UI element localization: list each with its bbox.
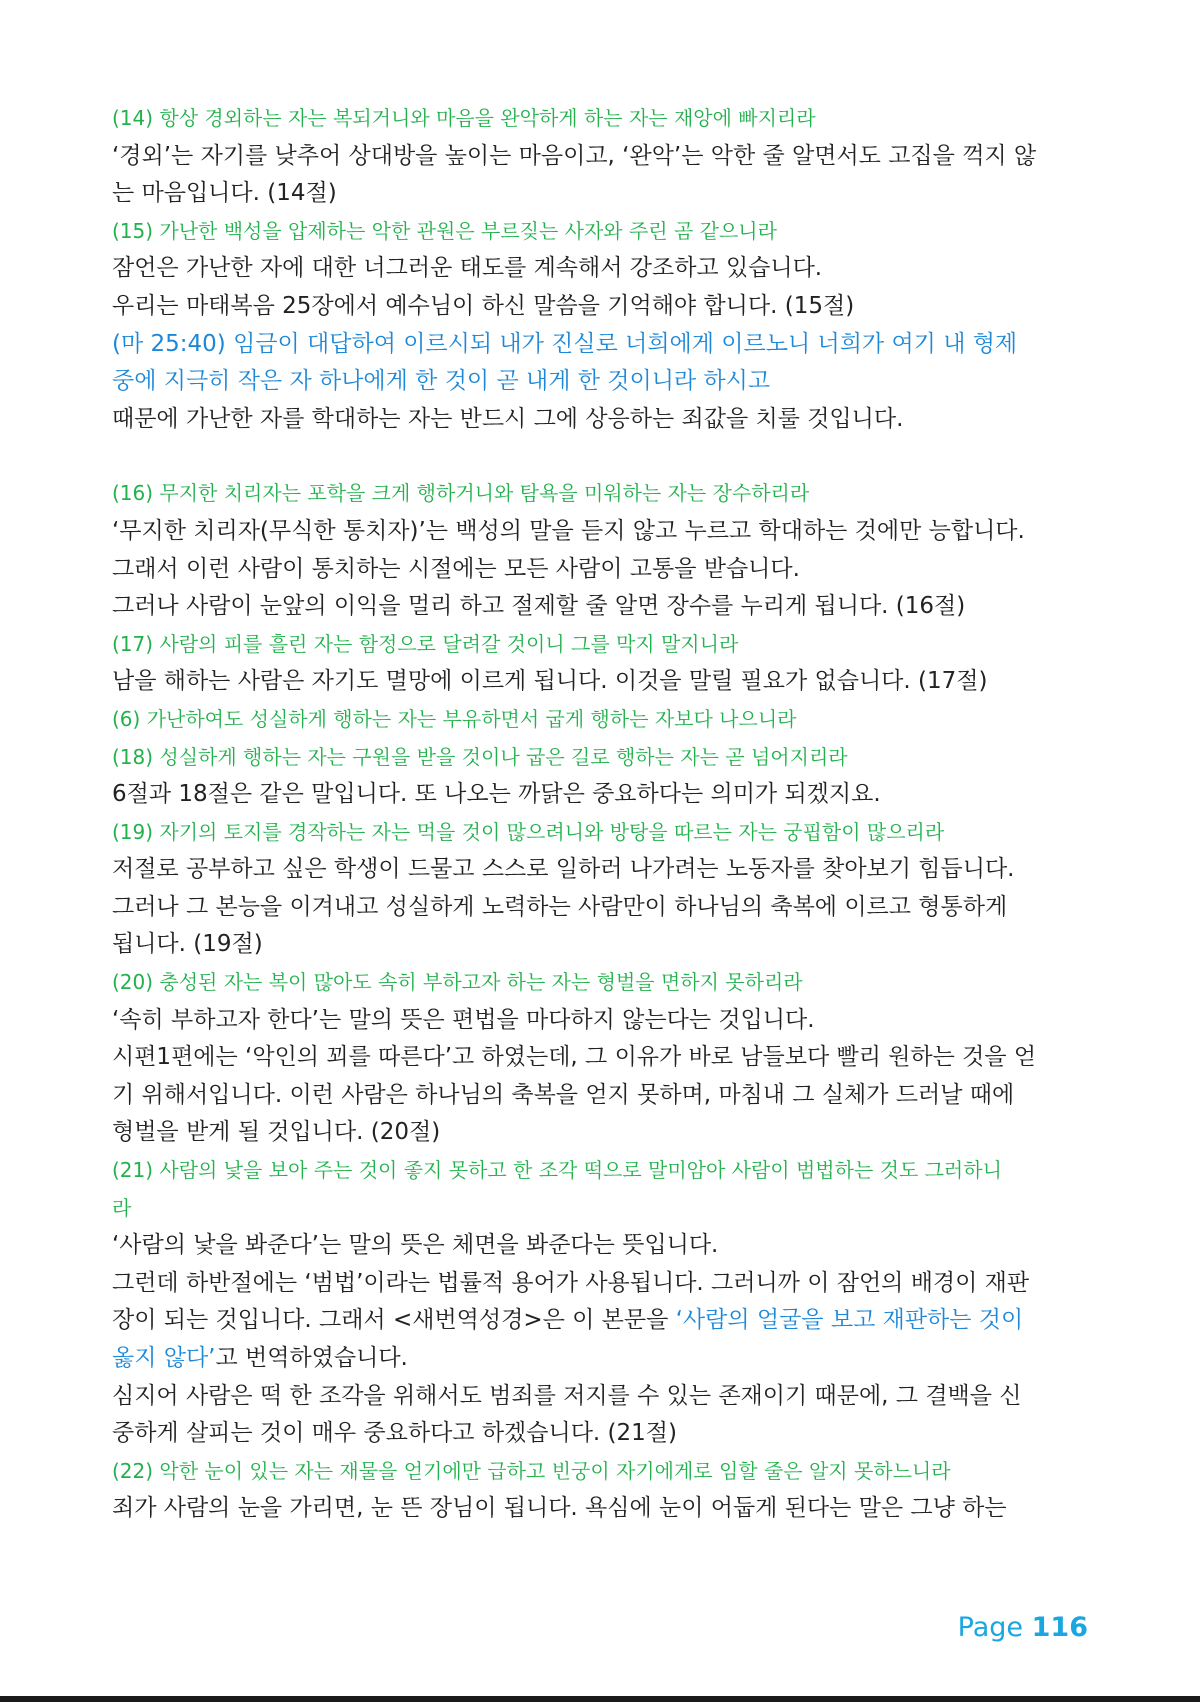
body-line: 그러나 사람이 눈앞의 이익을 멀리 하고 절제할 줄 알면 장수를 누리게 됩니다. (16절) (112, 593, 966, 620)
body-line: 우리는 마태복음 25장에서 예수님이 하신 말씀을 기억해야 합니다. (15절) (112, 292, 855, 319)
bottom-divider (0, 1696, 1200, 1702)
verse-line: (21) 사람의 낯을 보아 주는 것이 좋지 못하고 한 조각 떡으로 말미암아 사람이 범법하는 것도 그러하니 (112, 1158, 1002, 1183)
verse-line: (18) 성실하게 행하는 자는 구원을 받을 것이나 굽은 길로 행하는 자는 곧 넘어지리라 (112, 744, 848, 769)
verse-line: (19) 자기의 토지를 경작하는 자는 먹을 것이 많으려니와 방탕을 따르는 자는 궁핍함이 많으리라 (112, 819, 945, 844)
verse-line: (16) 무지한 치리자는 포학을 크게 행하거니와 탐욕을 미워하는 자는 장수하리라 (112, 481, 810, 506)
verse-line: 라 (112, 1195, 132, 1220)
body-line: 중하게 살피는 것이 매우 중요하다고 하겠습니다. (21절) (112, 1420, 677, 1447)
body-line: ‘사람의 낯을 봐준다’는 말의 뜻은 체면을 봐준다는 뜻입니다. (112, 1232, 719, 1259)
body-line: 그래서 이런 사람이 통치하는 시절에는 모든 사람이 고통을 받습니다. (112, 555, 800, 582)
body-line: 남을 해하는 사람은 자기도 멸망에 이르게 됩니다. 이것을 말릴 필요가 없습니다. (17절) (112, 668, 988, 695)
body-line: 됩니다. (19절) (112, 931, 263, 958)
body-line: ‘속히 부하고자 한다’는 말의 뜻은 편법을 마다하지 않는다는 것입니다. (112, 1006, 815, 1033)
page-content (112, 100, 1092, 1528)
body-text: 고 번역하였습니다. (215, 1345, 408, 1371)
verse-line: (22) 악한 눈이 있는 자는 재물을 얻기에만 급하고 빈궁이 자기에게로 임할 줄은 알지 못하느니라 (112, 1458, 951, 1483)
scripture-quote-line: (마 25:40) 임금이 대답하여 이르시되 내가 진실로 너희에게 이르노니 너희가 여기 내 형제 (112, 330, 1018, 357)
body-line (112, 1340, 1092, 1378)
body-line: ‘무지한 치리자(무식한 통치자)’는 백성의 말을 듣지 않고 누르고 학대하는 것에만 능합니다. (112, 517, 1025, 544)
verse-line: (14) 항상 경외하는 자는 복되거니와 마음을 완악하게 하는 자는 재앙에 빠지리라 (112, 106, 816, 130)
body-line (112, 1302, 1092, 1340)
body-line: 그러나 그 본능을 이겨내고 성실하게 노력하는 사람만이 하나님의 축복에 이르고 형통하게 (112, 893, 1008, 920)
body-line: 6절과 18절은 같은 말입니다. 또 나오는 까닭은 중요하다는 의미가 되겠지요. (112, 781, 881, 808)
body-line: 때문에 가난한 자를 학대하는 자는 반드시 그에 상응하는 죄값을 치룰 것입니다. (112, 405, 904, 432)
body-line: 심지어 사람은 떡 한 조각을 위해서도 범죄를 저지를 수 있는 존재이기 때문에, 그 결백을 신 (112, 1382, 1022, 1409)
body-text: 장이 되는 것입니다. 그래서 <새번역성경>은 이 본문을 (112, 1307, 676, 1334)
body-line: 그런데 하반절에는 ‘범법’이라는 법률적 용어가 사용됩니다. 그러니까 이 잠언의 배경이 재판 (112, 1269, 1030, 1296)
body-line: 죄가 사람의 눈을 가리면, 눈 뜬 장님이 됩니다. 욕심에 눈이 어둡게 된다는 말은 그냥 하는 (112, 1495, 1007, 1522)
inline-quote-text: ‘사람의 얼굴을 보고 재판하는 것이 (675, 1307, 1024, 1334)
body-line: ‘경외’는 자기를 낮추어 상대방을 높이는 마음이고, ‘완악’는 악한 줄 알면서도 고집을 꺽지 않 (112, 142, 1037, 169)
verse-line: (20) 충성된 자는 복이 많아도 속히 부하고자 하는 자는 형벌을 면하지 못하리라 (112, 970, 803, 995)
body-line: 잠언은 가난한 자에 대한 너그러운 태도를 계속해서 강조하고 있습니다. (112, 255, 823, 282)
verse-line: (17) 사람의 피를 흘린 자는 함정으로 달려갈 것이니 그를 막지 말지니라 (112, 631, 739, 656)
paragraph-gap (112, 438, 1092, 475)
inline-quote-text: 옳지 않다’ (112, 1345, 216, 1371)
body-line: 형벌을 받게 될 것입니다. (20절) (112, 1119, 441, 1146)
body-line: 기 위해서입니다. 이런 사람은 하나님의 축복을 얻지 못하며, 마침내 그 실체가 드러날 때에 (112, 1081, 1015, 1108)
body-line: 저절로 공부하고 싶은 학생이 드물고 스스로 일하러 나가려는 노동자를 찾아보기 힘듭니다. (112, 856, 1015, 883)
verse-line: (15) 가난한 백성을 압제하는 악한 관원은 부르짖는 사자와 주린 곰 같으니라 (112, 218, 777, 243)
page-footer (958, 1612, 1088, 1643)
body-line: 시편1편에는 ‘악인의 꾀를 따른다’고 하였는데, 그 이유가 바로 남들보다 빨리 원하는 것을 얻 (112, 1044, 1037, 1071)
scripture-quote-line: 중에 지극히 작은 자 하나에게 한 것이 곧 내게 한 것이니라 하시고 (112, 368, 771, 395)
body-line: 는 마음입니다. (14절) (112, 180, 337, 207)
page-label: Page (957, 1612, 1032, 1643)
verse-line: (6) 가난하여도 성실하게 행하는 자는 부유하면서 굽게 행하는 자보다 나으니라 (112, 706, 797, 731)
page-number: 116 (1031, 1612, 1088, 1643)
